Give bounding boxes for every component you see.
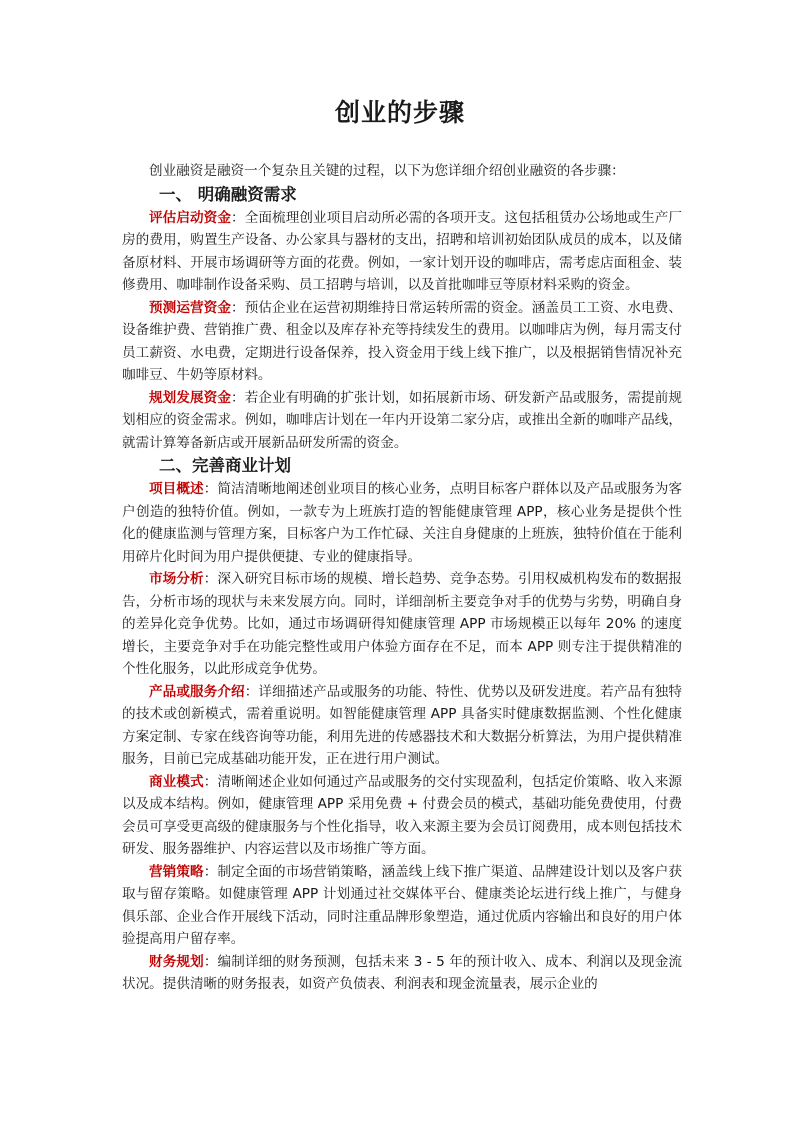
term-label: 评估启动资金	[149, 209, 232, 226]
paragraph-marketing-strategy	[122, 861, 682, 951]
intro-paragraph: 创业融资是融资一个复杂且关键的过程，以下为您详细介绍创业融资的各步骤：	[149, 163, 625, 179]
term-label: 商业模式	[149, 773, 204, 790]
paragraph-business-model	[122, 771, 682, 861]
paragraph-product-intro	[122, 681, 682, 771]
paragraph-text: 编制详细的财务预测，包括未来 3 - 5 年的预计收入、成本、利润以及现金流状况。提供清晰的财务报表，如资产负债表、利润表和现金流量表，展示企业的	[122, 953, 683, 992]
term-label: 项目概述	[149, 481, 204, 497]
section-heading-2: 二、完善商业计划	[159, 456, 291, 475]
paragraph-text: 深入研究目标市场的规模、增长趋势、竞争态势。引用权威机构发布的数据报告，分析市场的现状与未来发展方向。同时，详细剖析主要竞争对手的优势与劣势，明确自身的差异化竞争优势。比如，通过市场调研得知健康管理 APP 市场规模正以每年 20% 的速度增长，主要竞争对手在功能完整性或用户体验方面存在不足，而本 APP 则专注于提供精准的个性化服务，以此形成竞争优势。	[122, 571, 683, 677]
term-colon: ：	[231, 299, 245, 316]
paragraph-financial-plan	[122, 951, 682, 996]
term-label: 预测运营资金	[149, 299, 232, 316]
document-title: 创业的步骤	[334, 98, 465, 127]
term-colon: ：	[231, 209, 245, 226]
paragraph-text: 制定全面的市场营销策略，涵盖线上线下推广渠道、品牌建设计划以及客户获取与留存策略。如健康管理 APP 计划通过社交媒体平台、健康类论坛进行线上推广，与健身俱乐部、企业合作开展线下活动，同时注重品牌形象塑造，通过优质内容输出和良好的用户体验提高用户留存率。	[122, 863, 683, 947]
term-label: 财务规划	[149, 953, 204, 970]
term-label: 市场分析	[149, 571, 204, 587]
paragraph-text: 全面梳理创业项目启动所必需的各项开支。这包括租赁办公场地或生产厂房的费用，购置生产设备、办公家具与器材的支出，招聘和培训初始团队成员的成本，以及储备原材料、开展市场调研等方面的花费。例如，一家计划开设的咖啡店，需考虑店面租金、装修费用、咖啡制作设备采购、员工招聘与培训，以及首批咖啡豆等原材料采购的资金。	[122, 209, 683, 293]
paragraph-project-overview	[122, 478, 682, 568]
paragraph-text: 若企业有明确的扩张计划，如拓展新市场、研发新产品或服务，需提前规划相应的资金需求。例如，咖啡店计划在一年内开设第二家分店，或推出全新的咖啡产品线，就需计算筹备新店或开展新品研发所需的资金。	[122, 389, 683, 451]
document-body	[122, 160, 682, 996]
paragraph-text: 简洁清晰地阐述创业项目的核心业务，点明目标客户群体以及产品或服务为客户创造的独特价值。例如，一款专为上班族打造的智能健康管理 APP，核心业务是提供个性化的健康监测与管理方案，目标客户为工作忙碌、关注自身健康的上班族，独特价值在于能利用碎片化时间为用户提供便捷、专业的健康指导。	[122, 481, 683, 565]
paragraph-text: 预估企业在运营初期维持日常运转所需的资金。涵盖员工工资、水电费、设备维护费、营销推广费、租金以及库存补充等持续发生的费用。以咖啡店为例，每月需支付员工薪资、水电费，定期进行设备保养，投入资金用于线上线下推广，以及根据销售情况补充咖啡豆、牛奶等原材料。	[122, 299, 683, 383]
paragraph-text: 清晰阐述企业如何通过产品或服务的交付实现盈利，包括定价策略、收入来源以及成本结构。例如，健康管理 APP 采用免费 + 付费会员的模式，基础功能免费使用，付费会员可享受更高级的健康服务与个性化指导，收入来源主要为会员订阅费用，成本则包括技术研发、服务器维护、内容运营以及市场推广等方面。	[122, 773, 683, 857]
paragraph-operating-funds	[122, 297, 682, 387]
term-colon: ：	[231, 389, 245, 406]
term-label: 规划发展资金	[149, 389, 232, 406]
term-colon: ：	[203, 773, 218, 790]
paragraph-market-analysis	[122, 568, 682, 681]
section-heading-1: 一、 明确融资需求	[159, 184, 297, 204]
paragraph-development-funds	[122, 387, 682, 455]
term-colon: ：	[203, 481, 218, 497]
term-label: 营销策略	[149, 863, 204, 880]
term-colon: ：	[203, 953, 218, 970]
paragraph-startup-funds	[122, 207, 682, 297]
term-colon: ：	[203, 571, 218, 587]
term-colon: ：	[244, 683, 259, 700]
term-label: 产品或服务介绍	[149, 683, 245, 700]
paragraph-text: 详细描述产品或服务的功能、特性、优势以及研发进度。若产品有独特的技术或创新模式，需着重说明。如智能健康管理 APP 具备实时健康数据监测、个性化健康方案定制、专家在线咨询等功能，利用先进的传感器技术和大数据分析算法，为用户提供精准服务，目前已完成基础功能开发，正在进行用户测试。	[122, 683, 683, 767]
term-colon: ：	[203, 863, 218, 880]
